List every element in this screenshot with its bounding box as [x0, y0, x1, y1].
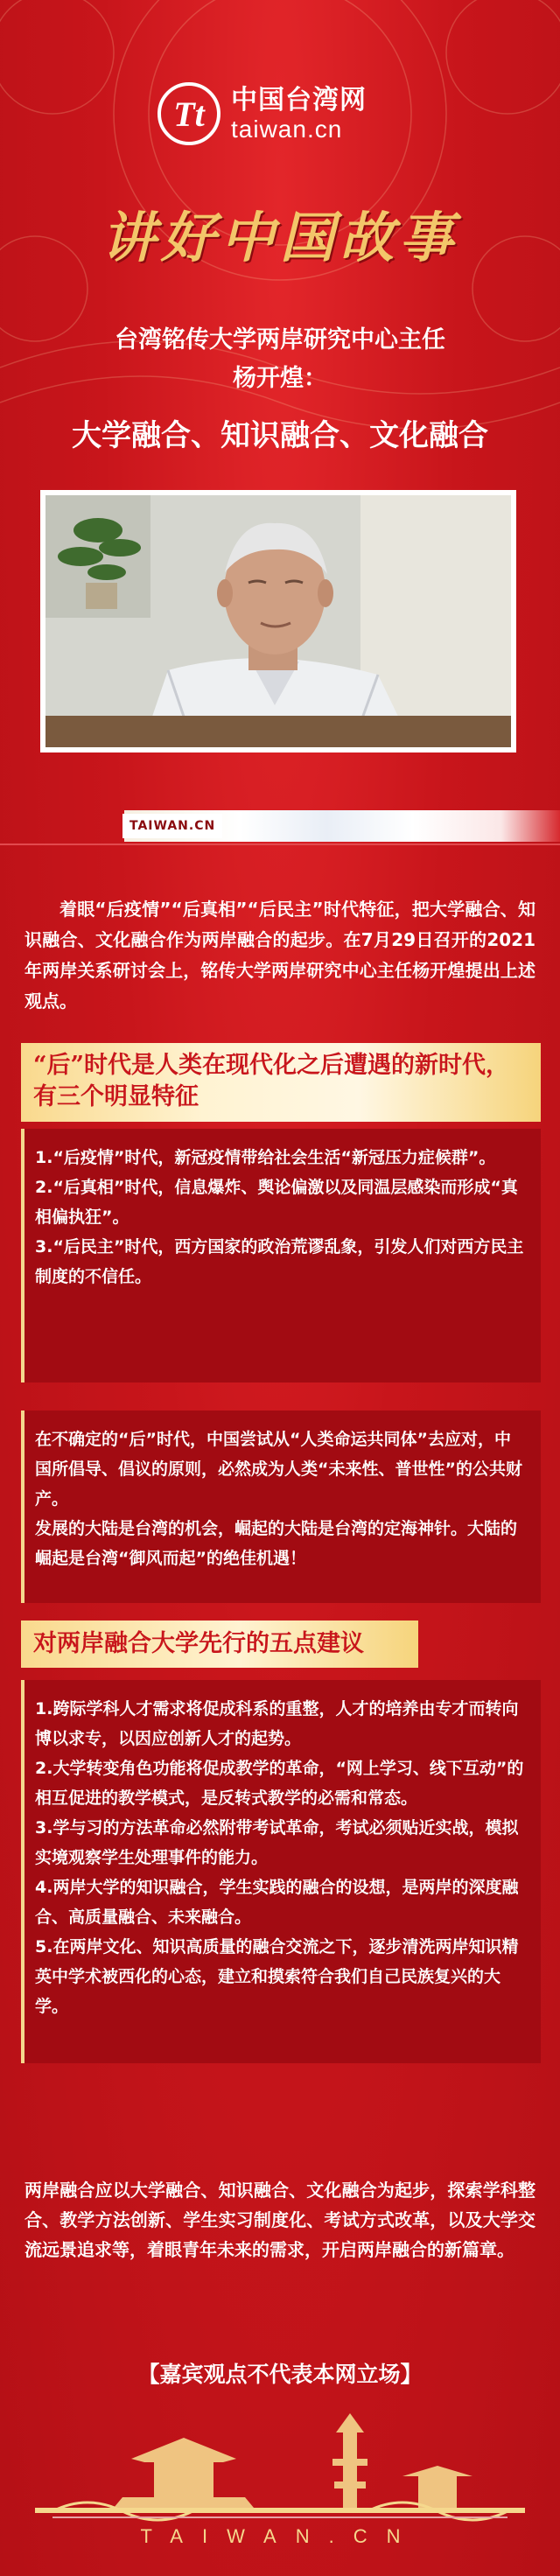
strip-gradient: [413, 810, 560, 842]
section-heading-suggestions: 对两岸融合大学先行的五点建议: [21, 1620, 418, 1668]
suggestions-panel: [21, 1680, 541, 2063]
speaker-topic: 大学融合、知识融合、文化融合: [72, 418, 488, 453]
speaker-name: 杨开煌：: [233, 365, 327, 392]
logo-name-en: taiwan.cn: [231, 116, 343, 143]
suggestion-item: 2.大学转变角色功能将促成教学的革命，“网上学习、线下互动”的相互促进的教学模式，是反转式教学的必需和常态。: [35, 1759, 524, 1808]
strip-label: TAIWAN.CN: [122, 814, 222, 838]
footer-site-text: TAIWAN.CN: [140, 2525, 420, 2547]
features-panel: [21, 1129, 541, 1382]
logo-text: [231, 85, 367, 143]
closing-paragraph: 两岸融合应以大学融合、知识融合、文化融合为起步，探索学科整合、教学方法创新、学生实习制度化、考试方式改革，以及大学交流远景追求等，着眼青年未来的需求，开启两岸融合的新篇章。: [24, 2180, 536, 2260]
footer-landmarks-illustration: [0, 2398, 560, 2576]
logo-mark: Tt: [158, 82, 220, 145]
response-paragraph: 发展的大陆是台湾的机会，崛起的大陆是台湾的定海神针。大陆的崛起是台湾“御风而起”的绝佳机遇！: [35, 1519, 518, 1568]
response-panel: [21, 1410, 541, 1603]
suggestion-item: 3.学与习的方法革命必然附带考试革命，考试必须贴近实战，模拟实境观察学生处理事件的能力。: [35, 1818, 519, 1867]
disclaimer-note: 【嘉宾观点不代表本网立场】: [137, 2362, 423, 2387]
suggestion-item: 4.两岸大学的知识融合，学生实践的融合的设想，是两岸的深度融合、高质量融合、未来融合。: [35, 1878, 519, 1927]
site-logo[interactable]: [158, 77, 420, 150]
response-paragraph: 在不确定的“后”时代，中国尝试从“人类命运共同体”去应对，中国所倡导、倡议的原则，必然成为人类“未来性、普世性”的公共财产。: [35, 1430, 522, 1508]
slogan-title: 讲好中国故事: [101, 206, 458, 270]
logo-name-cn: 中国台湾网: [231, 85, 367, 116]
suggestion-item: 1.跨际学科人才需求将促成科系的重整，人才的培养由专才而转向博以求专，以因应创新人才的起势。: [35, 1699, 519, 1748]
divider-strip: [0, 810, 560, 849]
portrait-illustration: [46, 495, 511, 747]
feature-item: 2.“后真相”时代，信息爆炸、舆论偏激以及同温层感染而形成“真相偏执狂”。: [35, 1178, 518, 1227]
strip-line: [0, 844, 560, 845]
intro-paragraph: 着眼“后疫情”“后真相”“后民主”时代特征，把大学融合、知识融合、文化融合作为两岸融合的起步。在7月29日召开的2021年两岸关系研讨会上，铭传大学两岸研究中心主任杨开煌提出上述观点。: [24, 899, 536, 1012]
feature-item: 3.“后民主”时代，西方国家的政治荒谬乱象，引发人们对西方民主制度的不信任。: [35, 1237, 524, 1286]
feature-item: 1.“后疫情”时代，新冠疫情带给社会生活“新冠压力症候群”。: [35, 1148, 496, 1167]
speaker-photo: [40, 490, 516, 752]
speaker-title: 台湾铭传大学两岸研究中心主任: [115, 326, 445, 354]
section-heading-features: “后”时代是人类在现代化之后遭遇的新时代，有三个明显特征: [21, 1043, 541, 1122]
suggestion-item: 5.在两岸文化、知识高质量的融合交流之下，逐步清洗两岸知识精英中学术被西化的心态，建立和摸索符合我们自己民族复兴的大学。: [35, 1937, 519, 2016]
